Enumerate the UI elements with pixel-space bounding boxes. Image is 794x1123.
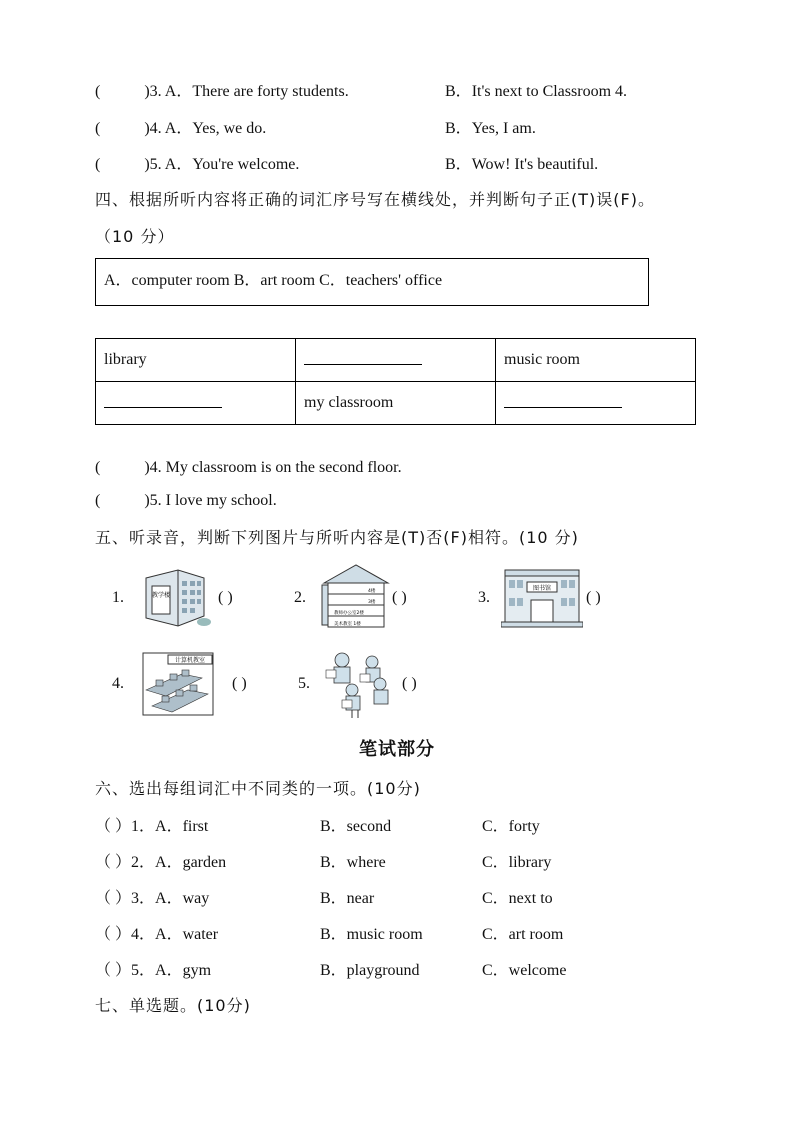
picture-number: 5.: [298, 675, 310, 692]
word-table: [95, 338, 696, 425]
question-5-option-b: B．Wow! It's beautiful.: [445, 156, 599, 173]
floor-label: 3楼: [368, 600, 376, 605]
statement-5: ( )5. I love my school.: [95, 492, 277, 509]
choice-row: （ ）3．A．way: [95, 890, 210, 907]
floor-label: 4楼: [368, 589, 376, 594]
choice-b: B．where: [320, 854, 386, 871]
table-cell-blank[interactable]: [96, 382, 296, 425]
table-cell: music room: [496, 339, 696, 382]
section-5-title: 五、听录音，判断下列图片与所听内容是(T)否(F)相符。(10 分): [95, 528, 579, 547]
room-sign: 计算机教室: [174, 657, 206, 664]
section-7-title: 七、单选题。(10分): [95, 996, 251, 1015]
question-3: ( )3. A．There are forty students.: [95, 83, 349, 100]
statement-4: ( )4. My classroom is on the second floor.: [95, 459, 402, 476]
table-cell: my classroom: [296, 382, 496, 425]
choice-row: （ ）2．A．garden: [95, 854, 227, 871]
options-text: A．computer room B．art room C．teachers' office: [104, 272, 443, 289]
picture-number: 1.: [112, 589, 124, 606]
students-reading-image: [322, 648, 398, 720]
floor-label: 美术教室 1楼: [334, 622, 361, 627]
choice-c: C．library: [482, 854, 552, 871]
table-cell-blank[interactable]: [496, 382, 696, 425]
table-cell: library: [96, 339, 296, 382]
picture-number: 2.: [294, 589, 306, 606]
floor-label: 教师办公室2楼: [334, 611, 364, 616]
answer-bracket[interactable]: ( ): [402, 675, 417, 692]
written-part-heading: 笔试部分: [359, 739, 435, 760]
options-box: [95, 258, 649, 306]
choice-c: C．art room: [482, 926, 564, 943]
building-sign: 教学楼: [151, 592, 171, 599]
question-5: ( )5. A．You're welcome.: [95, 156, 300, 173]
question-4-option-b: B．Yes, I am.: [445, 120, 536, 137]
choice-row: （ ）1．A．first: [95, 818, 209, 835]
library-sign: 图书馆: [532, 585, 552, 592]
choice-c: C．next to: [482, 890, 553, 907]
choice-c: C．forty: [482, 818, 540, 835]
school-floors-image: [320, 563, 392, 629]
choice-b: B．playground: [320, 962, 420, 979]
question-3-option-b: B．It's next to Classroom 4.: [445, 83, 628, 100]
table-cell-blank[interactable]: [296, 339, 496, 382]
computer-room-image: [142, 652, 214, 716]
answer-bracket[interactable]: ( ): [392, 589, 407, 606]
choice-b: B．second: [320, 818, 392, 835]
answer-bracket[interactable]: ( ): [218, 589, 233, 606]
answer-bracket[interactable]: ( ): [232, 675, 247, 692]
choice-b: B．near: [320, 890, 375, 907]
section-6-title: 六、选出每组词汇中不同类的一项。(10分): [95, 779, 421, 798]
section-4-score: （10 分）: [95, 227, 175, 246]
library-image: [501, 566, 583, 628]
choice-b: B．music room: [320, 926, 423, 943]
picture-number: 4.: [112, 675, 124, 692]
section-4-title: 四、根据所听内容将正确的词汇序号写在横线处，并判断句子正(T)误(F)。: [95, 190, 655, 209]
answer-bracket[interactable]: ( ): [586, 589, 601, 606]
choice-row: （ ）5．A．gym: [95, 962, 212, 979]
picture-number: 3.: [478, 589, 490, 606]
teaching-building-image: [138, 566, 212, 630]
question-4: ( )4. A．Yes, we do.: [95, 120, 267, 137]
choice-c: C．welcome: [482, 962, 567, 979]
choice-row: （ ）4．A．water: [95, 926, 219, 943]
